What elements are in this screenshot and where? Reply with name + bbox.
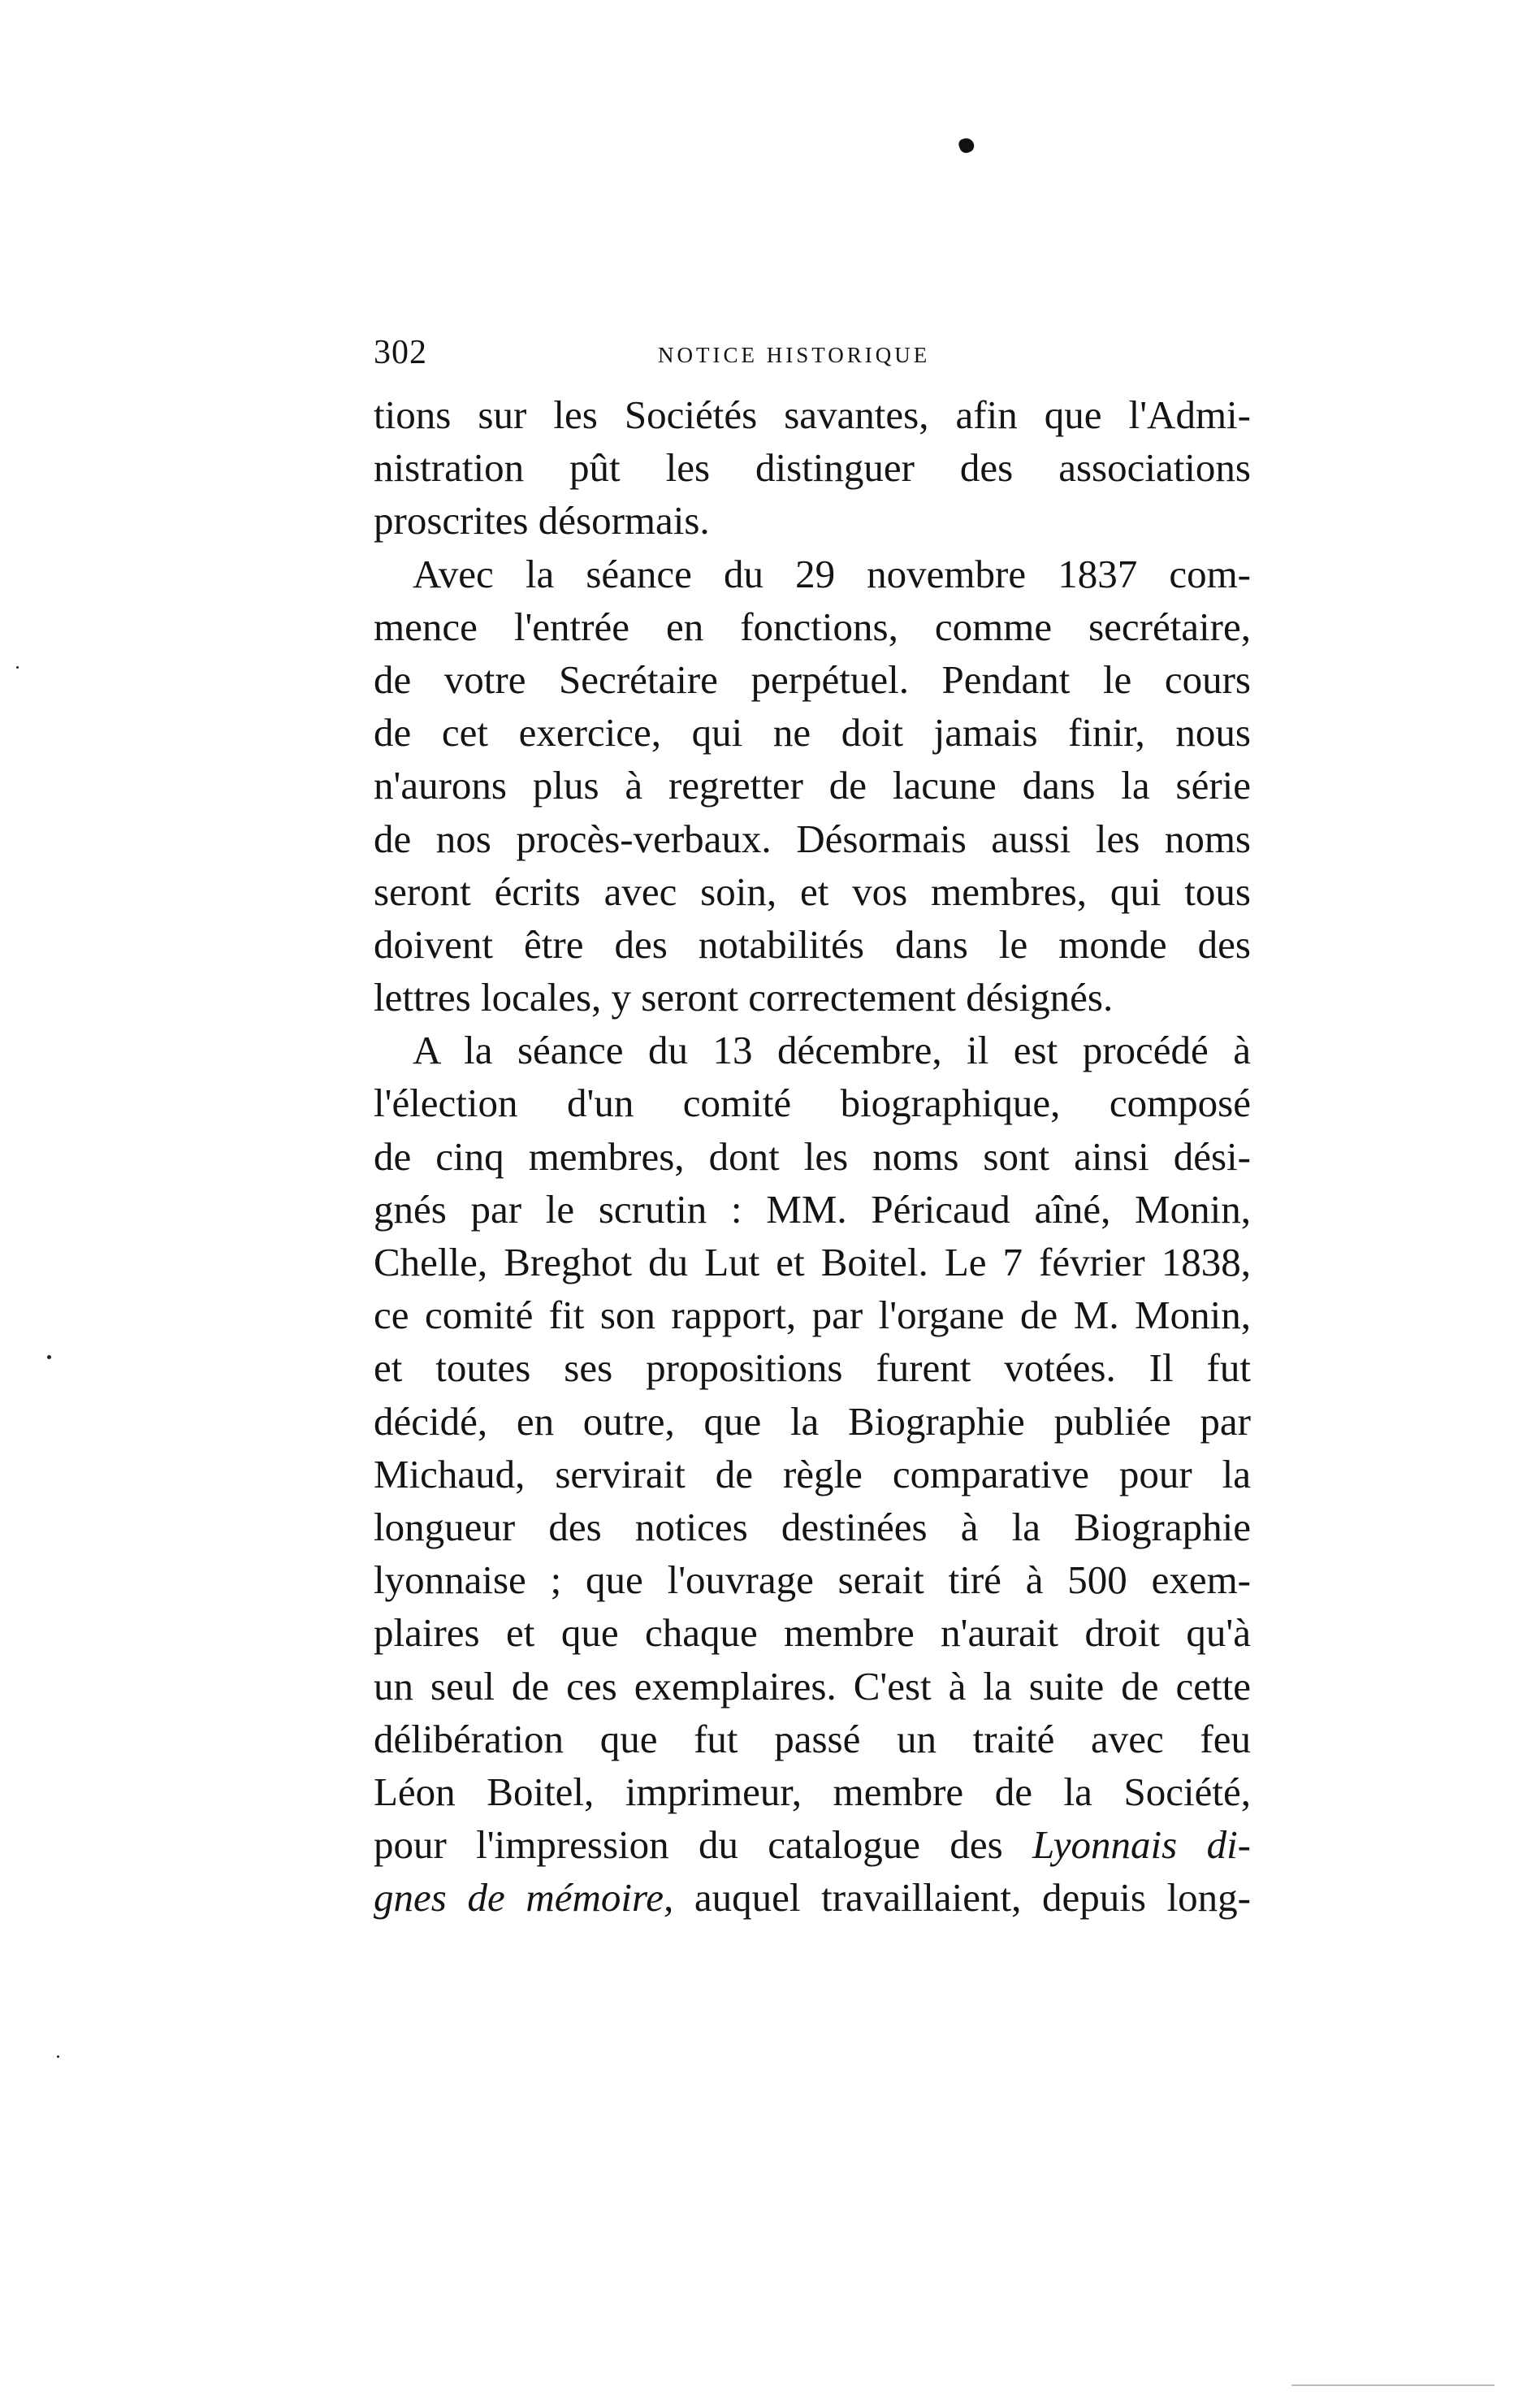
text-line: seront écrits avec soin, et vos membres, qui tous <box>374 868 1251 914</box>
text-line: de nos procès-verbaux. Désormais aussi les noms <box>374 816 1251 861</box>
italic-title: gnes de mémoire, <box>374 1875 674 1921</box>
text-line: Chelle, Breghot du Lut et Boitel. Le 7 février 1838, <box>374 1240 1251 1284</box>
text-line: longueur des notices destinées à la Biographie <box>374 1504 1251 1549</box>
text-line: doivent être des notabilités dans le monde des <box>374 921 1251 967</box>
text-line: mence l'entrée en fonctions, comme secrétaire, <box>374 604 1251 649</box>
text-line <box>374 1818 1251 1871</box>
text-line: plaires et que chaque membre n'aurait droit qu'à <box>374 1610 1251 1656</box>
text-line: de votre Secrétaire perpétuel. Pendant le cours <box>374 656 1251 702</box>
text-line: décidé, en outre, que la Biographie publiée par <box>374 1398 1251 1444</box>
text-line: lyonnaise ; que l'ouvrage serait tiré à 500 exem- <box>374 1557 1251 1603</box>
text-line: tions sur les Sociétés savantes, afin que l'Admi- <box>374 392 1251 437</box>
text-line: l'élection d'un comité biographique, composé <box>374 1081 1251 1126</box>
text-line <box>374 1871 1251 1924</box>
text-line: nistration pût les distinguer des associations <box>374 445 1251 491</box>
line-text: auquel travaillaient, depuis long- <box>673 1875 1252 1921</box>
page-number: 302 <box>374 334 427 371</box>
text-line: Avec la séance du 29 novembre 1837 com- <box>413 551 1251 596</box>
text-line: de cinq membres, dont les noms sont ainsi dési- <box>374 1133 1251 1179</box>
text-line: ce comité fit son rapport, par l'organe de M. Monin, <box>374 1293 1251 1338</box>
speck <box>57 2055 59 2058</box>
speck <box>47 1355 51 1359</box>
running-title: NOTICE HISTORIQUE <box>658 343 931 367</box>
italic-title: Lyonnais di- <box>1032 1822 1252 1868</box>
text-line: Léon Boitel, imprimeur, membre de la Société, <box>374 1769 1251 1814</box>
body-text <box>374 388 1251 1924</box>
text-line: un seul de ces exemplaires. C'est à la suite de cette <box>374 1663 1251 1709</box>
ink-blot <box>957 136 975 154</box>
text-line: lettres locales, y seront correctement désignés. <box>374 975 1114 1020</box>
text-line: A la séance du 13 décembre, il est procédé à <box>413 1028 1251 1073</box>
text-line: gnés par le scrutin : MM. Péricaud aîné, Monin, <box>374 1186 1251 1232</box>
speck <box>16 666 19 669</box>
running-head <box>374 333 1251 382</box>
scan-edge-rule <box>1291 2384 1495 2386</box>
text-line: Michaud, servirait de règle comparative pour la <box>374 1451 1251 1496</box>
text-line: de cet exercice, qui ne doit jamais finir, nous <box>374 710 1251 756</box>
text-line: n'aurons plus à regretter de lacune dans la série <box>374 763 1251 808</box>
line-text: pour l'impression du catalogue des <box>374 1822 1033 1868</box>
text-line: proscrites désormais. <box>374 498 710 544</box>
text-line: et toutes ses propositions furent votées. Il fut <box>374 1345 1251 1391</box>
text-line: délibération que fut passé un traité avec feu <box>374 1716 1251 1761</box>
